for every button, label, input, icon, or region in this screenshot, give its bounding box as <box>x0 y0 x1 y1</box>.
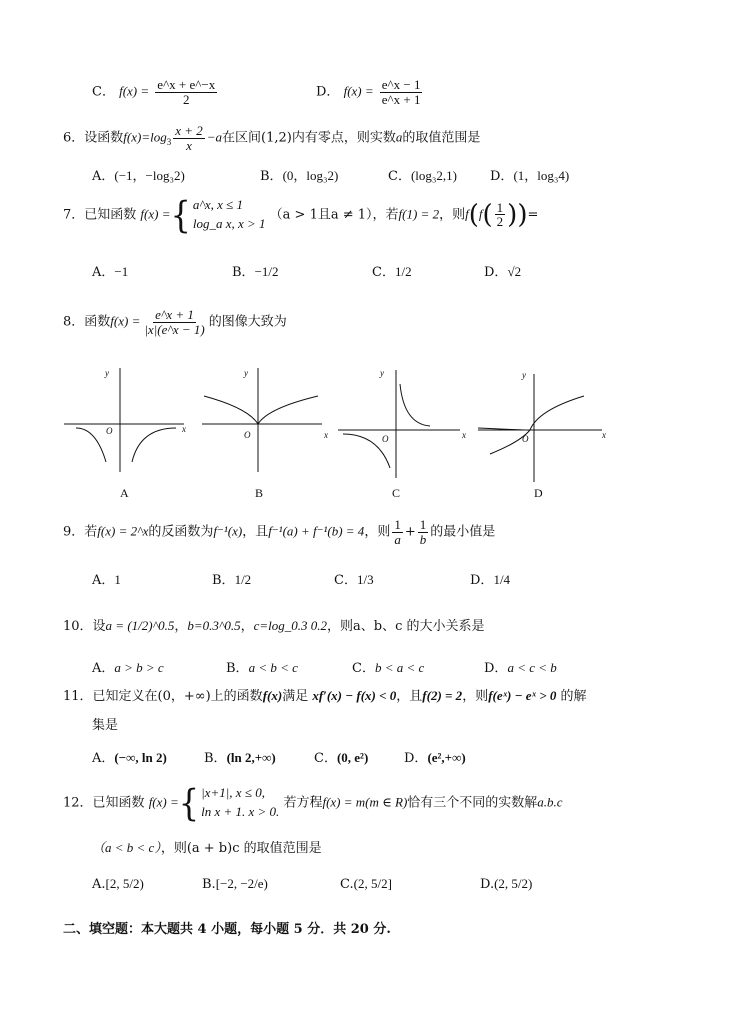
q11-option-b <box>204 750 276 767</box>
q10-option-b-label: B． <box>226 661 249 676</box>
q12-option-a-label: A. <box>92 877 106 892</box>
q6-option-c <box>388 168 457 185</box>
q6-option-b-text: (0，log₃2) <box>282 168 339 183</box>
q8-graph-d-y: y <box>522 370 526 380</box>
q11-option-b-text: (ln 2,+∞) <box>226 750 276 765</box>
q6-lead: 6．设函数 <box>63 130 124 146</box>
q10-option-c-label: C． <box>352 661 375 676</box>
q8-graph-b-y: y <box>244 368 248 378</box>
q9-end: 的最小值是 <box>430 524 496 540</box>
q6-a: a <box>395 129 403 145</box>
q11-option-a <box>92 750 167 767</box>
q7-option-d <box>484 264 521 281</box>
q7-fx: f(x) = <box>140 206 171 222</box>
q6-numerator: x + 2 <box>175 123 203 138</box>
q9-option-a-label: A． <box>92 573 115 588</box>
q6-end: 的取值范围是 <box>402 130 481 146</box>
q12-equation: f(x) = m(m ∈ R) <box>322 794 408 810</box>
q12-lead: 12．已知函数 <box>63 795 145 811</box>
q12-vars: a.b.c <box>537 794 563 810</box>
q8-graph-a <box>64 368 186 472</box>
q10-option-a-text: a > b > c <box>114 660 164 675</box>
q6-option-c-text: (log₃2,1) <box>410 168 458 183</box>
q7-option-c <box>372 264 412 281</box>
q7-lead: 7．已知函数 <box>63 207 137 223</box>
q5-option-c-denominator: 2 <box>183 91 190 107</box>
q5-option-d <box>316 78 424 106</box>
q9-frac-b: $\frac{1}{b}$ <box>419 517 427 547</box>
q10-option-c-text: b < a < c <box>374 660 425 675</box>
q12-case1: |x+1|, x ≤ 0, <box>201 785 265 800</box>
q6-base: 3 <box>166 137 172 148</box>
q10-option-b-text: a < b < c <box>248 660 298 675</box>
q7-case2: log_a x, x > 1 <box>192 215 266 231</box>
q12-option-d-label: D. <box>480 877 495 892</box>
q8-graph-b-label: B <box>255 486 264 500</box>
q8-end: 的图像大致为 <box>208 314 287 330</box>
q11-option-a-label: A． <box>92 751 115 766</box>
q11-end: 的解 <box>560 689 587 704</box>
q5-option-d-label: D． <box>316 84 340 100</box>
q10-option-d <box>484 660 557 677</box>
q9-option-d-text: 1/4 <box>493 572 511 587</box>
q5-option-d-fraction <box>380 78 423 106</box>
q7-given: f(1) = 2 <box>398 206 440 222</box>
q11-cond-pre: 满足 <box>282 689 309 704</box>
q7-half-num: 1 <box>496 199 504 215</box>
q7-stem <box>63 192 539 237</box>
q9-option-b-text: 1/2 <box>234 572 252 587</box>
q12-stem-line1 <box>63 780 563 825</box>
q7-paren-close-inner: ) <box>507 199 518 230</box>
q8-graph-c-origin: O <box>382 434 389 444</box>
q6-fraction <box>173 124 205 152</box>
q8-graph-c-x: x <box>462 430 466 440</box>
q6-option-a-label: A． <box>92 169 115 184</box>
q8-graph-d-x: x <box>602 430 606 440</box>
q11-stem-line2 <box>92 718 118 734</box>
q9-frac-a: $\frac{1}{a}$ <box>394 517 401 547</box>
q7-condition: （a > 1且a ≠ 1） <box>269 207 373 223</box>
q11-line2: 集是 <box>92 718 119 733</box>
q7-option-b-label: B． <box>232 265 255 280</box>
q8-graph-c-label: C <box>392 486 401 500</box>
q12-stem-line2 <box>92 840 322 857</box>
q12-mid: 若方程 <box>283 795 323 811</box>
q9-fx: f(x) = 2^x <box>97 523 149 539</box>
q12-fx: f(x) = <box>148 794 179 810</box>
q5-option-d-numerator: e^x − 1 <box>381 77 421 92</box>
q9-option-c-label: C． <box>334 573 357 588</box>
q12-option-b-label: B. <box>202 877 216 892</box>
q10-end: ，则a、b、c 的大小关系是 <box>327 619 485 634</box>
q6-option-a-text: (−1，−log₃2) <box>114 168 185 183</box>
q11-line1: 11．已知定义在(0，+∞)上的函数 <box>63 689 263 704</box>
q6-option-b <box>260 168 338 185</box>
q12-option-c-text: (2, 5/2] <box>353 876 392 891</box>
q11-then: ，则 <box>462 689 489 704</box>
q10-lead: 10．设 <box>63 619 106 634</box>
q11-option-d-text: (e²,+∞) <box>427 750 466 765</box>
q7-eq: = <box>527 207 539 223</box>
q10-option-a-label: A． <box>92 661 115 676</box>
q6-option-b-label: B． <box>260 169 283 184</box>
q8-graph-c <box>338 368 466 478</box>
q8-fx: f(x) = <box>110 313 141 329</box>
q11-option-d-label: D． <box>404 751 428 766</box>
q12-case2: ln x + 1. x > 0. <box>201 803 280 819</box>
q5-option-d-lhs: f(x) = <box>343 83 374 99</box>
q7-mid: ，若 <box>372 207 399 223</box>
q9-option-a <box>92 572 121 589</box>
q7-option-d-text: √2 <box>507 264 522 279</box>
q8-denominator: |x|(e^x − 1) <box>144 321 205 337</box>
q5-option-d-denominator: e^x + 1 <box>381 91 421 107</box>
q8-graph-b-origin: O <box>244 430 251 440</box>
q8-lead: 8．函数 <box>63 314 111 330</box>
q12-line2-cond: （a < b < c） <box>92 840 161 855</box>
q6-stem <box>63 124 480 152</box>
q8-graphs <box>0 362 737 502</box>
q7-brace: { <box>170 192 191 237</box>
q11-option-d <box>404 750 466 767</box>
q6-minus-a: −a <box>206 129 223 145</box>
q11-given: f(2) = 2 <box>422 688 463 703</box>
q11-option-c <box>314 750 368 767</box>
q8-graph-c-y: y <box>380 368 384 378</box>
q8-graph-a-x: x <box>182 424 186 434</box>
q5-option-c-lhs: f(x) = <box>119 83 150 99</box>
q11-option-c-label: C． <box>314 751 337 766</box>
q7-case1: a^x, x ≤ 1 <box>192 197 244 212</box>
q9-then: ，则 <box>364 524 391 540</box>
q9-cond-pre: ，且 <box>242 524 269 540</box>
q8-graph-d-label: D <box>534 486 543 500</box>
q7-ask-f-inner: f <box>478 206 483 222</box>
q6-tail: 在区间(1,2)内有零点，则实数 <box>222 130 396 146</box>
q9-option-b <box>212 572 251 589</box>
q8-graph-b-x: x <box>324 430 328 440</box>
q7-option-b-text: −1/2 <box>254 264 279 279</box>
q10-option-a <box>92 660 164 677</box>
q11-option-c-text: (0, e²) <box>336 750 369 765</box>
q11-inequality: f(eˣ) − eˣ > 0 <box>488 688 557 703</box>
q12-option-d <box>480 876 532 893</box>
q9-option-c-text: 1/3 <box>356 572 374 587</box>
q12-option-b-text: [−2, −2/e) <box>215 876 268 891</box>
q6-option-d-text: (1，log₃4) <box>513 168 570 183</box>
q10-option-d-label: D． <box>484 661 508 676</box>
q9-option-b-label: B． <box>212 573 235 588</box>
q10-option-d-text: a < c < b <box>507 660 557 675</box>
q12-brace: { <box>178 780 200 825</box>
q12-option-a-text: [2, 5/2) <box>105 876 144 891</box>
q7-option-c-label: C． <box>372 265 395 280</box>
q9-mid: 的反函数为 <box>148 524 214 540</box>
q10-stem: 10．设a = (1/2)^0.5，b=0.3^0.5，c=log_0.3 0.2，则a、b、c 的大小关系是 <box>63 618 485 634</box>
q8-graph-d <box>478 370 606 482</box>
q5-option-c-label: C． <box>92 84 115 100</box>
q5-option-c-numerator: e^x + e^−x <box>157 77 216 92</box>
q8-graph-a-origin: O <box>106 426 113 436</box>
q11-fx: f(x) <box>262 688 283 703</box>
q7-paren-open: ( <box>468 199 479 230</box>
q6-option-c-label: C． <box>388 169 411 184</box>
q10-b-def: b=0.3^0.5 <box>187 618 241 633</box>
q7-option-a-label: A． <box>92 265 115 280</box>
q10-c-def: c=log_0.3 0.2 <box>253 618 328 633</box>
q12-option-a <box>92 876 144 893</box>
q11-condition: xf′(x) − f(x) < 0 <box>312 688 397 703</box>
q9-option-d <box>470 572 510 589</box>
q11-option-b-label: B． <box>204 751 227 766</box>
q9-option-c <box>334 572 374 589</box>
section-2-heading: 二、填空题：本大题共 4 小题，每小题 5 分．共 20 分. <box>63 922 391 937</box>
q8-graph-b <box>202 368 328 472</box>
q8-graph-a-y: y <box>105 368 109 378</box>
q9-inverse: f⁻¹(x) <box>213 523 243 539</box>
q11-mid: ，且 <box>396 689 423 704</box>
q12-end: 恰有三个不同的实数解 <box>407 795 538 811</box>
q12-option-d-text: (2, 5/2) <box>494 876 533 891</box>
q8-fraction <box>142 308 206 336</box>
q7-ask-f-outer: f <box>465 206 469 222</box>
q7-half <box>495 201 506 229</box>
q6-fx: f(x)=log <box>123 129 167 145</box>
q8-graph-d-origin: O <box>522 434 529 444</box>
q7-paren-close: ) <box>517 199 528 230</box>
q7-option-c-text: 1/2 <box>394 264 412 279</box>
q11-option-a-text: (−∞, ln 2) <box>114 750 167 765</box>
q7-paren-open-inner: ( <box>482 199 493 230</box>
q7-option-a-text: −1 <box>114 264 129 279</box>
q7-option-a <box>92 264 128 281</box>
q12-cases <box>201 784 279 822</box>
q6-option-d <box>490 168 569 185</box>
q11-stem-line1 <box>63 688 587 705</box>
q7-cases <box>193 196 266 234</box>
q12-option-c-label: C. <box>340 877 354 892</box>
q12-option-b <box>202 876 268 893</box>
q9-condition: f⁻¹(a) + f⁻¹(b) = 4 <box>268 523 365 539</box>
q9-option-d-label: D． <box>470 573 494 588</box>
q9-lead: 9．若 <box>63 524 98 540</box>
q8-stem <box>63 308 287 336</box>
q5-option-c <box>92 78 219 106</box>
q7-then: ，则 <box>439 207 466 223</box>
q6-denominator: x <box>186 137 192 153</box>
q9-stem: 9．若f(x) = 2^x的反函数为f⁻¹(x)，且f⁻¹(a) + f⁻¹(b) = 4，则 $\frac{1}{a}$ + $\frac{1}{b}$ 的最小值是 <box>63 517 496 547</box>
q10-a-def: a = (1/2)^0.5 <box>105 618 175 633</box>
q12-option-c <box>340 876 392 893</box>
q7-option-d-label: D． <box>484 265 508 280</box>
q9-option-a-text: 1 <box>114 572 121 587</box>
q6-option-a <box>92 168 185 185</box>
q7-option-b <box>232 264 279 281</box>
q10-option-b <box>226 660 298 677</box>
q7-half-den: 2 <box>496 214 504 230</box>
q12-line2-end: ，则(a + b)c 的取值范围是 <box>160 841 322 856</box>
q8-numerator: e^x + 1 <box>155 307 194 322</box>
q8-graph-a-label: A <box>120 486 129 500</box>
q5-option-c-fraction <box>155 78 217 106</box>
q10-option-c <box>352 660 424 677</box>
q6-option-d-label: D． <box>490 169 514 184</box>
